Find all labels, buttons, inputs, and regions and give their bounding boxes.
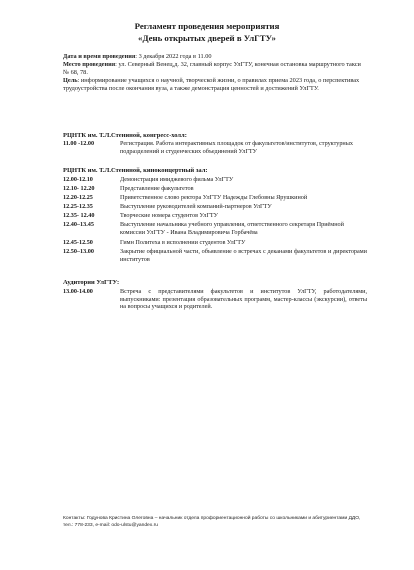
place-label: Место проведения bbox=[63, 61, 116, 68]
schedule-text: Творческие номера студентов УлГТУ bbox=[120, 212, 219, 219]
event-info bbox=[63, 53, 365, 93]
schedule-text: Регистрация. Работа интерактивных площадок от факультетов/институтов, структурных подразделений и студенческих объединений УлГТУ bbox=[120, 140, 353, 155]
schedule-text: Встреча с представителями факультетов и институтов УлГТУ, работодателями, выпускниками: презентация образовательных программ, мастер-классы (экскурсии), ответы на вопросы учащихся и родителей. bbox=[120, 288, 367, 311]
date-value: : 3 декабря 2022 года в 11.00 bbox=[135, 53, 212, 60]
schedule-text: Закрытие официальной части, объявление о встречах с деканами факультетов и директорами институтов bbox=[120, 248, 367, 263]
schedule-text: Выступление руководителей компаний-партнеров УлГТУ bbox=[120, 203, 272, 210]
schedule-time: 12.50–13.00 bbox=[63, 248, 94, 255]
schedule-time: 12.10- 12.20 bbox=[63, 185, 95, 192]
document-title-line1: Регламент проведения мероприятия bbox=[134, 21, 280, 31]
schedule-text: Выступление начальника учебного управления, ответственного секретаря Приёмной комиссии УлГТУ - Ивана Владимировича Горбачёва bbox=[120, 221, 344, 236]
schedule-time: 12.00-12.10 bbox=[63, 176, 93, 183]
section-heading-congress-hall: РЦНТК им. Т.Л.Стениной, конгресс-холл: bbox=[63, 132, 187, 139]
schedule-time: 13.00-14.00 bbox=[63, 288, 93, 295]
goal-line bbox=[63, 77, 365, 93]
schedule-time: 11.00 -12.00 bbox=[63, 140, 95, 147]
date-label: Дата и время проведения bbox=[63, 53, 136, 60]
schedule-text: Представление факультетов bbox=[120, 185, 194, 192]
place-value: : ул. Северный Венец,д. 32, главный корпус УлГТУ, конечная остановка маршрутного такси № 68, 78. bbox=[63, 61, 361, 76]
schedule-time: 12.25-12.35 bbox=[63, 203, 93, 210]
section-heading-auditoriums: Аудитории УлГТУ: bbox=[63, 279, 120, 286]
place-line bbox=[63, 61, 365, 77]
schedule-time: 12.40–13.45 bbox=[63, 221, 94, 228]
goal-label: Цель bbox=[63, 77, 78, 84]
date-line bbox=[63, 53, 365, 61]
goal-value: : информирование учащихся о научной, творческой жизни, о правилах приема 2023 года, о перспективах трудоустройства после окончания вуза, а также демонстрация ценностей и достижений УлГТУ. bbox=[63, 77, 360, 92]
schedule-text: Приветственное слово ректора УлГТУ Надежды Глебовны Ярушкиной bbox=[120, 194, 308, 201]
schedule-time: 12.20-12.25 bbox=[63, 194, 93, 201]
document-title-line2: «День открытых дверей в УлГТУ» bbox=[138, 33, 276, 43]
schedule-time: 12.45-12.50 bbox=[63, 239, 93, 246]
schedule-text: Гимн Политеха в исполнении студентов УлГТУ bbox=[120, 239, 246, 246]
schedule-text: Демонстрация имиджевого фильма УлГТУ bbox=[120, 176, 234, 183]
contacts-footer: Контакты: Годунова Кристина Олеговна – начальник отдела профориентационной работы со школьниками и абитуриентами ДДО, тел.: 778-233, e-mail: odo-ulstu@yandex.ru bbox=[63, 516, 361, 528]
schedule-time: 12.35- 12.40 bbox=[63, 212, 95, 219]
section-heading-concert-hall: РЦНТК им. Т.Л.Стениной, киноконцертный зал: bbox=[63, 167, 208, 174]
